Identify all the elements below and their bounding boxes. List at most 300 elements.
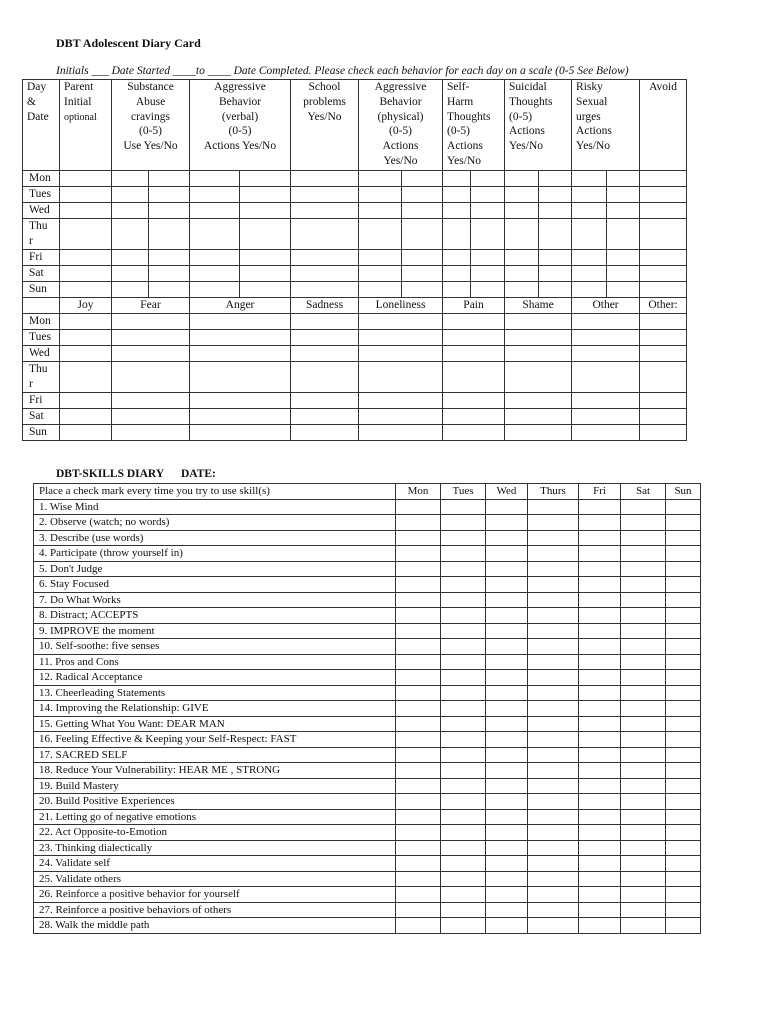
skill-check-cell[interactable] <box>486 763 528 779</box>
behavior-day-entry-cell[interactable] <box>607 250 640 266</box>
behavior-day-entry-cell[interactable] <box>572 219 607 250</box>
emotion-day-entry-cell[interactable] <box>60 425 112 441</box>
skill-check-cell[interactable] <box>528 670 579 686</box>
behavior-day-entry-cell[interactable] <box>539 282 572 298</box>
emotion-day-entry-cell[interactable] <box>572 409 640 425</box>
skill-check-cell[interactable] <box>441 716 486 732</box>
emotion-day-entry-cell[interactable] <box>640 346 687 362</box>
skill-check-cell[interactable] <box>486 825 528 841</box>
behavior-day-entry-cell[interactable] <box>149 219 190 250</box>
skill-check-cell[interactable] <box>666 546 701 562</box>
behavior-day-entry-cell[interactable] <box>539 203 572 219</box>
emotion-day-entry-cell[interactable] <box>112 346 190 362</box>
behavior-day-entry-cell[interactable] <box>112 250 149 266</box>
behavior-day-entry-cell[interactable] <box>402 219 443 250</box>
skill-check-cell[interactable] <box>666 499 701 515</box>
skill-check-cell[interactable] <box>441 623 486 639</box>
skill-check-cell[interactable] <box>579 794 621 810</box>
skill-check-cell[interactable] <box>579 608 621 624</box>
skill-check-cell[interactable] <box>486 809 528 825</box>
behavior-day-entry-cell[interactable] <box>443 219 471 250</box>
skill-check-cell[interactable] <box>486 577 528 593</box>
behavior-day-entry-cell[interactable] <box>291 266 359 282</box>
behavior-day-entry-cell[interactable] <box>505 171 539 187</box>
skill-check-cell[interactable] <box>396 763 441 779</box>
emotion-day-entry-cell[interactable] <box>190 346 291 362</box>
emotion-day-entry-cell[interactable] <box>640 409 687 425</box>
behavior-day-entry-cell[interactable] <box>505 219 539 250</box>
emotion-day-entry-cell[interactable] <box>60 330 112 346</box>
skill-check-cell[interactable] <box>666 561 701 577</box>
emotion-day-entry-cell[interactable] <box>572 346 640 362</box>
skill-check-cell[interactable] <box>396 515 441 531</box>
skill-check-cell[interactable] <box>666 747 701 763</box>
skill-check-cell[interactable] <box>621 546 666 562</box>
emotion-day-entry-cell[interactable] <box>291 330 359 346</box>
skill-check-cell[interactable] <box>396 747 441 763</box>
behavior-day-entry-cell[interactable] <box>402 250 443 266</box>
emotion-day-entry-cell[interactable] <box>505 409 572 425</box>
skill-check-cell[interactable] <box>528 685 579 701</box>
behavior-day-entry-cell[interactable] <box>443 266 471 282</box>
skill-check-cell[interactable] <box>486 701 528 717</box>
skill-check-cell[interactable] <box>579 732 621 748</box>
behavior-day-entry-cell[interactable] <box>190 171 240 187</box>
skill-check-cell[interactable] <box>666 732 701 748</box>
skill-check-cell[interactable] <box>528 515 579 531</box>
behavior-day-entry-cell[interactable] <box>149 187 190 203</box>
behavior-day-entry-cell[interactable] <box>240 266 291 282</box>
behavior-day-entry-cell[interactable] <box>539 171 572 187</box>
skill-check-cell[interactable] <box>441 902 486 918</box>
skill-check-cell[interactable] <box>621 530 666 546</box>
skill-check-cell[interactable] <box>666 794 701 810</box>
skill-check-cell[interactable] <box>486 778 528 794</box>
skill-check-cell[interactable] <box>528 778 579 794</box>
behavior-day-entry-cell[interactable] <box>572 187 607 203</box>
skill-check-cell[interactable] <box>396 887 441 903</box>
skill-check-cell[interactable] <box>528 623 579 639</box>
skill-check-cell[interactable] <box>528 577 579 593</box>
behavior-day-entry-cell[interactable] <box>471 203 505 219</box>
skill-check-cell[interactable] <box>528 592 579 608</box>
behavior-day-entry-cell[interactable] <box>471 250 505 266</box>
behavior-day-entry-cell[interactable] <box>640 219 687 250</box>
behavior-day-entry-cell[interactable] <box>402 187 443 203</box>
behavior-day-entry-cell[interactable] <box>149 266 190 282</box>
behavior-day-entry-cell[interactable] <box>640 171 687 187</box>
skill-check-cell[interactable] <box>666 515 701 531</box>
skill-check-cell[interactable] <box>528 809 579 825</box>
skill-check-cell[interactable] <box>528 499 579 515</box>
skill-check-cell[interactable] <box>528 763 579 779</box>
skill-check-cell[interactable] <box>396 778 441 794</box>
behavior-day-entry-cell[interactable] <box>359 187 402 203</box>
skill-check-cell[interactable] <box>528 530 579 546</box>
skill-check-cell[interactable] <box>621 732 666 748</box>
behavior-day-entry-cell[interactable] <box>505 266 539 282</box>
behavior-day-entry-cell[interactable] <box>112 219 149 250</box>
skill-check-cell[interactable] <box>486 608 528 624</box>
skill-check-cell[interactable] <box>579 918 621 934</box>
behavior-day-entry-cell[interactable] <box>240 219 291 250</box>
skill-check-cell[interactable] <box>396 561 441 577</box>
behavior-day-entry-cell[interactable] <box>291 282 359 298</box>
skill-check-cell[interactable] <box>579 778 621 794</box>
skill-check-cell[interactable] <box>396 701 441 717</box>
emotion-day-entry-cell[interactable] <box>60 409 112 425</box>
emotion-day-entry-cell[interactable] <box>60 346 112 362</box>
skill-check-cell[interactable] <box>441 701 486 717</box>
skill-check-cell[interactable] <box>621 840 666 856</box>
emotion-day-entry-cell[interactable] <box>359 425 443 441</box>
skill-check-cell[interactable] <box>666 639 701 655</box>
behavior-day-entry-cell[interactable] <box>240 203 291 219</box>
skill-check-cell[interactable] <box>666 577 701 593</box>
behavior-day-entry-cell[interactable] <box>640 203 687 219</box>
skill-check-cell[interactable] <box>441 887 486 903</box>
behavior-day-entry-cell[interactable] <box>402 266 443 282</box>
behavior-day-entry-cell[interactable] <box>572 282 607 298</box>
behavior-day-entry-cell[interactable] <box>572 266 607 282</box>
behavior-day-entry-cell[interactable] <box>443 203 471 219</box>
emotion-day-entry-cell[interactable] <box>640 330 687 346</box>
behavior-day-entry-cell[interactable] <box>112 266 149 282</box>
skill-check-cell[interactable] <box>666 701 701 717</box>
skill-check-cell[interactable] <box>666 530 701 546</box>
emotion-day-entry-cell[interactable] <box>443 330 505 346</box>
skill-check-cell[interactable] <box>621 670 666 686</box>
behavior-day-entry-cell[interactable] <box>149 282 190 298</box>
skill-check-cell[interactable] <box>621 577 666 593</box>
behavior-day-entry-cell[interactable] <box>471 171 505 187</box>
emotion-day-entry-cell[interactable] <box>359 393 443 409</box>
emotion-day-entry-cell[interactable] <box>640 393 687 409</box>
behavior-day-entry-cell[interactable] <box>190 219 240 250</box>
skill-check-cell[interactable] <box>579 747 621 763</box>
skill-check-cell[interactable] <box>396 670 441 686</box>
skill-check-cell[interactable] <box>579 639 621 655</box>
behavior-day-entry-cell[interactable] <box>60 250 112 266</box>
skill-check-cell[interactable] <box>621 515 666 531</box>
behavior-day-entry-cell[interactable] <box>471 219 505 250</box>
emotion-day-entry-cell[interactable] <box>112 362 190 393</box>
skill-check-cell[interactable] <box>441 530 486 546</box>
skill-check-cell[interactable] <box>486 716 528 732</box>
behavior-day-entry-cell[interactable] <box>539 266 572 282</box>
skill-check-cell[interactable] <box>621 685 666 701</box>
behavior-day-entry-cell[interactable] <box>640 250 687 266</box>
emotion-day-entry-cell[interactable] <box>112 393 190 409</box>
skill-check-cell[interactable] <box>396 577 441 593</box>
behavior-day-entry-cell[interactable] <box>471 282 505 298</box>
skill-check-cell[interactable] <box>441 685 486 701</box>
emotion-day-entry-cell[interactable] <box>190 362 291 393</box>
behavior-day-entry-cell[interactable] <box>607 187 640 203</box>
behavior-day-entry-cell[interactable] <box>607 219 640 250</box>
skill-check-cell[interactable] <box>486 654 528 670</box>
behavior-day-entry-cell[interactable] <box>190 187 240 203</box>
behavior-day-entry-cell[interactable] <box>505 282 539 298</box>
skill-check-cell[interactable] <box>621 623 666 639</box>
behavior-day-entry-cell[interactable] <box>640 282 687 298</box>
skill-check-cell[interactable] <box>666 902 701 918</box>
behavior-day-entry-cell[interactable] <box>190 203 240 219</box>
behavior-day-entry-cell[interactable] <box>572 203 607 219</box>
behavior-day-entry-cell[interactable] <box>240 187 291 203</box>
emotion-day-entry-cell[interactable] <box>505 314 572 330</box>
behavior-day-entry-cell[interactable] <box>402 282 443 298</box>
skill-check-cell[interactable] <box>579 515 621 531</box>
behavior-day-entry-cell[interactable] <box>291 187 359 203</box>
skill-check-cell[interactable] <box>579 825 621 841</box>
skill-check-cell[interactable] <box>396 608 441 624</box>
emotion-day-entry-cell[interactable] <box>572 425 640 441</box>
skill-check-cell[interactable] <box>621 561 666 577</box>
skill-check-cell[interactable] <box>666 654 701 670</box>
skill-check-cell[interactable] <box>396 794 441 810</box>
skill-check-cell[interactable] <box>441 561 486 577</box>
skill-check-cell[interactable] <box>486 747 528 763</box>
behavior-day-entry-cell[interactable] <box>607 266 640 282</box>
skill-check-cell[interactable] <box>666 608 701 624</box>
skill-check-cell[interactable] <box>486 592 528 608</box>
skill-check-cell[interactable] <box>441 608 486 624</box>
emotion-day-entry-cell[interactable] <box>505 425 572 441</box>
skill-check-cell[interactable] <box>486 840 528 856</box>
behavior-day-entry-cell[interactable] <box>112 171 149 187</box>
skill-check-cell[interactable] <box>396 840 441 856</box>
behavior-day-entry-cell[interactable] <box>359 171 402 187</box>
behavior-day-entry-cell[interactable] <box>359 266 402 282</box>
skill-check-cell[interactable] <box>486 561 528 577</box>
emotion-day-entry-cell[interactable] <box>112 425 190 441</box>
behavior-day-entry-cell[interactable] <box>60 203 112 219</box>
skill-check-cell[interactable] <box>528 608 579 624</box>
behavior-day-entry-cell[interactable] <box>190 266 240 282</box>
skill-check-cell[interactable] <box>486 670 528 686</box>
skill-check-cell[interactable] <box>579 670 621 686</box>
emotion-day-entry-cell[interactable] <box>640 314 687 330</box>
skill-check-cell[interactable] <box>528 701 579 717</box>
skill-check-cell[interactable] <box>396 809 441 825</box>
emotion-day-entry-cell[interactable] <box>112 330 190 346</box>
behavior-day-entry-cell[interactable] <box>190 282 240 298</box>
emotion-day-entry-cell[interactable] <box>505 346 572 362</box>
skill-check-cell[interactable] <box>441 654 486 670</box>
skill-check-cell[interactable] <box>621 871 666 887</box>
emotion-day-entry-cell[interactable] <box>505 330 572 346</box>
skill-check-cell[interactable] <box>666 887 701 903</box>
emotion-day-entry-cell[interactable] <box>112 409 190 425</box>
skill-check-cell[interactable] <box>528 871 579 887</box>
skill-check-cell[interactable] <box>486 918 528 934</box>
skill-check-cell[interactable] <box>528 639 579 655</box>
skill-check-cell[interactable] <box>621 809 666 825</box>
skill-check-cell[interactable] <box>528 654 579 670</box>
skill-check-cell[interactable] <box>621 763 666 779</box>
emotion-day-entry-cell[interactable] <box>443 362 505 393</box>
skill-check-cell[interactable] <box>621 902 666 918</box>
emotion-day-entry-cell[interactable] <box>359 330 443 346</box>
emotion-day-entry-cell[interactable] <box>505 393 572 409</box>
skill-check-cell[interactable] <box>441 825 486 841</box>
skill-check-cell[interactable] <box>621 592 666 608</box>
behavior-day-entry-cell[interactable] <box>443 171 471 187</box>
skill-check-cell[interactable] <box>486 546 528 562</box>
emotion-day-entry-cell[interactable] <box>359 314 443 330</box>
skill-check-cell[interactable] <box>441 577 486 593</box>
behavior-day-entry-cell[interactable] <box>640 187 687 203</box>
skill-check-cell[interactable] <box>579 809 621 825</box>
skill-check-cell[interactable] <box>528 902 579 918</box>
behavior-day-entry-cell[interactable] <box>291 219 359 250</box>
skill-check-cell[interactable] <box>579 887 621 903</box>
emotion-day-entry-cell[interactable] <box>60 362 112 393</box>
behavior-day-entry-cell[interactable] <box>572 171 607 187</box>
skill-check-cell[interactable] <box>396 623 441 639</box>
behavior-day-entry-cell[interactable] <box>60 282 112 298</box>
skill-check-cell[interactable] <box>486 515 528 531</box>
emotion-day-entry-cell[interactable] <box>572 314 640 330</box>
behavior-day-entry-cell[interactable] <box>112 282 149 298</box>
behavior-day-entry-cell[interactable] <box>149 250 190 266</box>
emotion-day-entry-cell[interactable] <box>190 425 291 441</box>
skill-check-cell[interactable] <box>441 856 486 872</box>
behavior-day-entry-cell[interactable] <box>505 187 539 203</box>
skill-check-cell[interactable] <box>579 654 621 670</box>
skill-check-cell[interactable] <box>528 825 579 841</box>
behavior-day-entry-cell[interactable] <box>402 203 443 219</box>
emotion-day-entry-cell[interactable] <box>505 362 572 393</box>
skill-check-cell[interactable] <box>486 685 528 701</box>
skill-check-cell[interactable] <box>579 716 621 732</box>
emotion-day-entry-cell[interactable] <box>291 409 359 425</box>
behavior-day-entry-cell[interactable] <box>359 282 402 298</box>
skill-check-cell[interactable] <box>579 902 621 918</box>
emotion-day-entry-cell[interactable] <box>359 409 443 425</box>
skill-check-cell[interactable] <box>441 871 486 887</box>
behavior-day-entry-cell[interactable] <box>240 282 291 298</box>
behavior-day-entry-cell[interactable] <box>607 171 640 187</box>
emotion-day-entry-cell[interactable] <box>60 314 112 330</box>
behavior-day-entry-cell[interactable] <box>60 187 112 203</box>
skill-check-cell[interactable] <box>441 918 486 934</box>
behavior-day-entry-cell[interactable] <box>539 219 572 250</box>
behavior-day-entry-cell[interactable] <box>291 203 359 219</box>
emotion-day-entry-cell[interactable] <box>291 393 359 409</box>
skill-check-cell[interactable] <box>486 794 528 810</box>
skill-check-cell[interactable] <box>396 732 441 748</box>
skill-check-cell[interactable] <box>441 515 486 531</box>
skill-check-cell[interactable] <box>666 871 701 887</box>
skill-check-cell[interactable] <box>528 732 579 748</box>
skill-check-cell[interactable] <box>666 685 701 701</box>
skill-check-cell[interactable] <box>579 530 621 546</box>
skill-check-cell[interactable] <box>441 670 486 686</box>
skill-check-cell[interactable] <box>486 732 528 748</box>
skill-check-cell[interactable] <box>621 499 666 515</box>
emotion-day-entry-cell[interactable] <box>291 346 359 362</box>
skill-check-cell[interactable] <box>396 871 441 887</box>
skill-check-cell[interactable] <box>486 856 528 872</box>
skill-check-cell[interactable] <box>621 701 666 717</box>
skill-check-cell[interactable] <box>621 716 666 732</box>
skill-check-cell[interactable] <box>666 856 701 872</box>
skill-check-cell[interactable] <box>621 887 666 903</box>
skill-check-cell[interactable] <box>396 856 441 872</box>
skill-check-cell[interactable] <box>441 778 486 794</box>
skill-check-cell[interactable] <box>666 592 701 608</box>
emotion-day-entry-cell[interactable] <box>291 425 359 441</box>
skill-check-cell[interactable] <box>528 747 579 763</box>
emotion-day-entry-cell[interactable] <box>572 362 640 393</box>
skill-check-cell[interactable] <box>441 747 486 763</box>
skill-check-cell[interactable] <box>441 499 486 515</box>
emotion-day-entry-cell[interactable] <box>443 314 505 330</box>
behavior-day-entry-cell[interactable] <box>240 250 291 266</box>
skill-check-cell[interactable] <box>441 794 486 810</box>
emotion-day-entry-cell[interactable] <box>291 362 359 393</box>
emotion-day-entry-cell[interactable] <box>291 314 359 330</box>
skill-check-cell[interactable] <box>666 778 701 794</box>
emotion-day-entry-cell[interactable] <box>112 314 190 330</box>
behavior-day-entry-cell[interactable] <box>539 187 572 203</box>
skill-check-cell[interactable] <box>528 716 579 732</box>
skill-check-cell[interactable] <box>621 608 666 624</box>
skill-check-cell[interactable] <box>666 918 701 934</box>
emotion-day-entry-cell[interactable] <box>443 346 505 362</box>
behavior-day-entry-cell[interactable] <box>607 203 640 219</box>
skill-check-cell[interactable] <box>396 716 441 732</box>
skill-check-cell[interactable] <box>666 623 701 639</box>
skill-check-cell[interactable] <box>528 918 579 934</box>
skill-check-cell[interactable] <box>579 499 621 515</box>
skill-check-cell[interactable] <box>621 778 666 794</box>
behavior-day-entry-cell[interactable] <box>359 250 402 266</box>
emotion-day-entry-cell[interactable] <box>572 330 640 346</box>
skill-check-cell[interactable] <box>528 856 579 872</box>
skill-check-cell[interactable] <box>621 856 666 872</box>
emotion-day-entry-cell[interactable] <box>190 409 291 425</box>
skill-check-cell[interactable] <box>486 499 528 515</box>
skill-check-cell[interactable] <box>666 763 701 779</box>
skill-check-cell[interactable] <box>666 825 701 841</box>
skill-check-cell[interactable] <box>528 561 579 577</box>
skill-check-cell[interactable] <box>579 763 621 779</box>
skill-check-cell[interactable] <box>666 670 701 686</box>
skill-check-cell[interactable] <box>579 546 621 562</box>
skill-check-cell[interactable] <box>396 902 441 918</box>
behavior-day-entry-cell[interactable] <box>190 250 240 266</box>
emotion-day-entry-cell[interactable] <box>443 425 505 441</box>
emotion-day-entry-cell[interactable] <box>190 314 291 330</box>
emotion-day-entry-cell[interactable] <box>640 425 687 441</box>
skill-check-cell[interactable] <box>666 840 701 856</box>
skill-check-cell[interactable] <box>528 794 579 810</box>
behavior-day-entry-cell[interactable] <box>607 282 640 298</box>
skill-check-cell[interactable] <box>441 546 486 562</box>
emotion-day-entry-cell[interactable] <box>443 393 505 409</box>
behavior-day-entry-cell[interactable] <box>359 219 402 250</box>
behavior-day-entry-cell[interactable] <box>291 171 359 187</box>
skill-check-cell[interactable] <box>486 871 528 887</box>
skill-check-cell[interactable] <box>486 623 528 639</box>
behavior-day-entry-cell[interactable] <box>402 171 443 187</box>
behavior-day-entry-cell[interactable] <box>60 266 112 282</box>
skill-check-cell[interactable] <box>666 809 701 825</box>
skill-check-cell[interactable] <box>441 592 486 608</box>
